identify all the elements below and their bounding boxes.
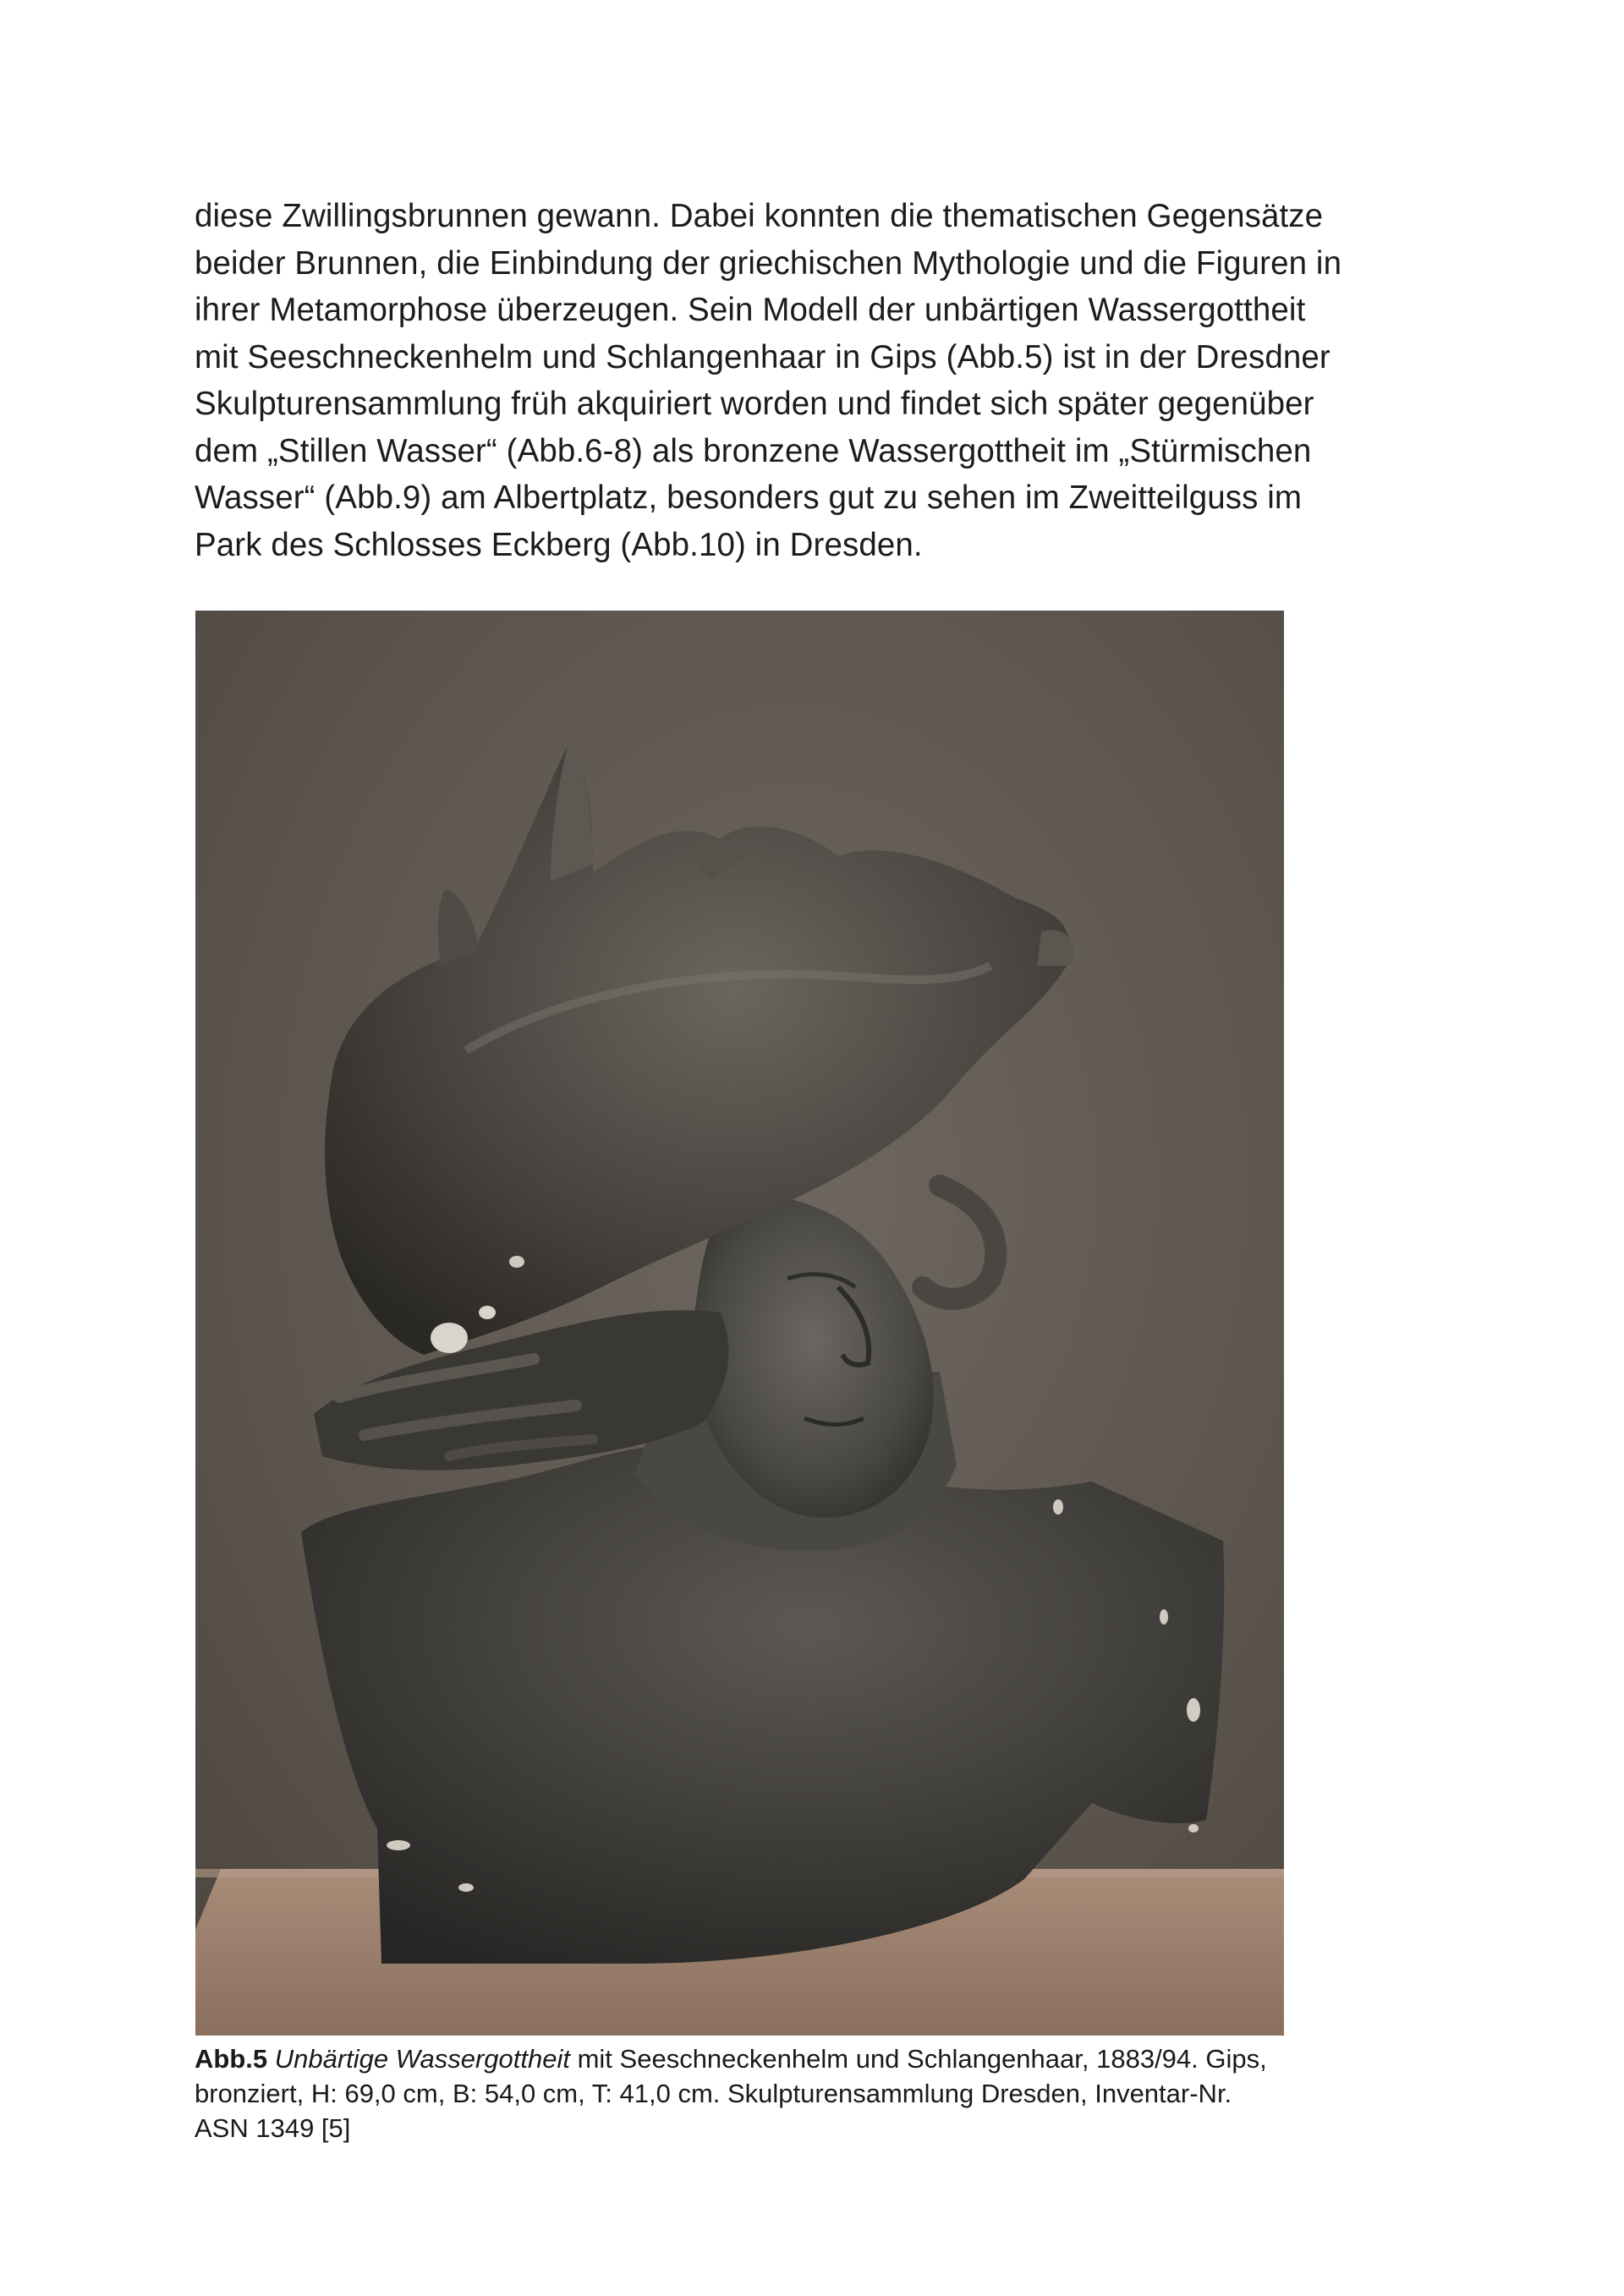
figure-caption: [195, 2041, 1514, 2145]
body-line: Skulpturensammlung früh akquiriert worden und findet sich später gegenüber: [195, 386, 1314, 422]
body-line: mit Seeschneckenhelm und Schlangenhaar in Gips (Abb.5) ist in der Dresdner: [195, 338, 1330, 375]
sculpture-bust-image: [195, 611, 1284, 2036]
body-line: diese Zwillingsbrunnen gewann. Dabei konnten die thematischen Gegensätze: [195, 198, 1324, 234]
caption-line-2: bronziert, H: 69,0 cm, B: 54,0 cm, T: 41,0 cm. Skulpturensammlung Dresden, Inventar-Nr.: [195, 2079, 1232, 2108]
caption-line-1: [195, 2041, 1514, 2076]
caption-text: mit Seeschneckenhelm und Schlangenhaar, 1883/94. Gips,: [569, 2044, 1267, 2074]
body-line: ihrer Metamorphose überzeugen. Sein Modell der unbärtigen Wassergottheit: [195, 292, 1306, 328]
body-line: Park des Schlosses Eckberg (Abb.10) in Dresden.: [195, 526, 923, 563]
body-paragraph: [195, 193, 1480, 568]
body-line: Wasser“ (Abb.9) am Albertplatz, besonders gut zu sehen im Zweitteilguss im: [195, 479, 1303, 516]
sculpture-photo: [195, 611, 1284, 2036]
body-line: beider Brunnen, die Einbindung der griechischen Mythologie und die Figuren in: [195, 244, 1342, 282]
body-line: dem „Stillen Wasser“ (Abb.6-8) als bronzene Wassergottheit im „Stürmischen: [195, 432, 1312, 469]
caption-title: Unbärtige Wassergottheit: [274, 2044, 570, 2074]
caption-line-3: ASN 1349 [5]: [195, 2113, 351, 2143]
caption-label: Abb.5: [195, 2044, 268, 2074]
